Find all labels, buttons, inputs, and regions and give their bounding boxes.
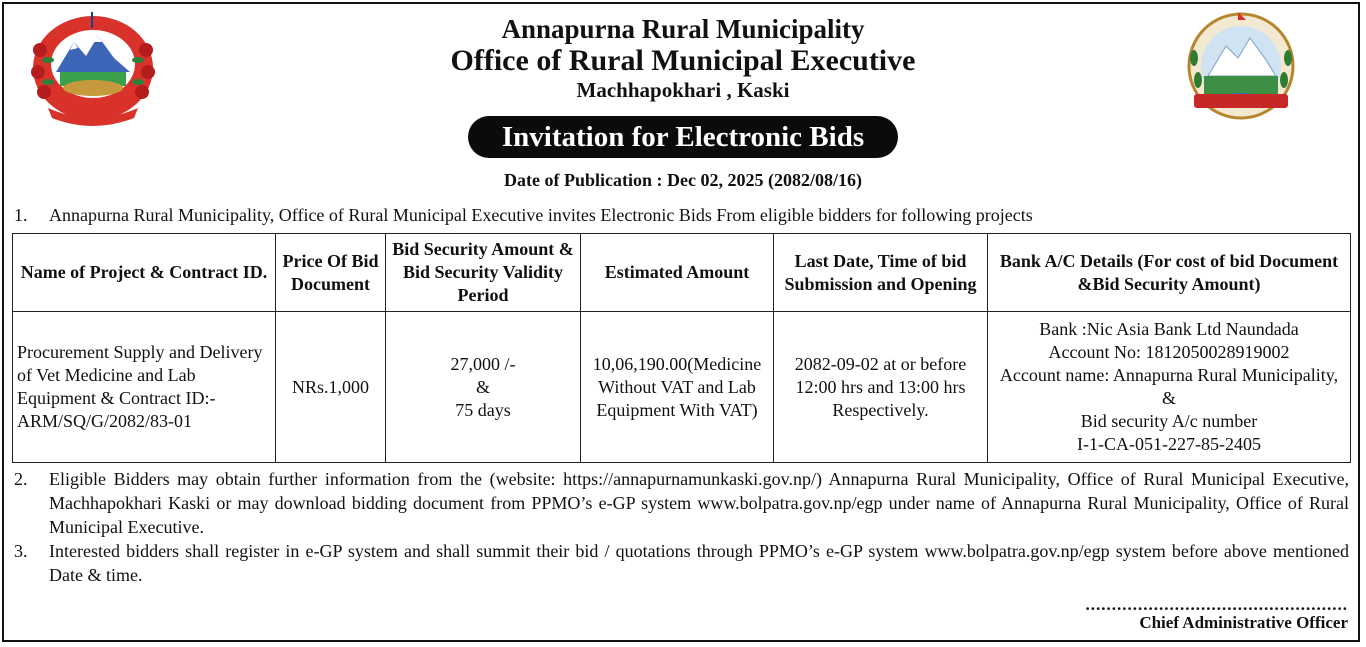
account-name: Account name: Annapurna Rural Municipality, & bbox=[999, 365, 1339, 408]
publication-date: Date of Publication : Dec 02, 2025 (2082/08/16) bbox=[504, 170, 862, 190]
clause-number: 1. bbox=[14, 205, 28, 225]
signature-line: .................................................. bbox=[1085, 595, 1348, 614]
column-header: Price Of Bid Document bbox=[276, 234, 386, 312]
last-date-cell: 2082-09-02 at or before 12:00 hrs and 13:00 hrs Respectively. bbox=[774, 312, 988, 463]
clause-number: 2. bbox=[14, 469, 28, 489]
office-name: Office of Rural Municipal Executive bbox=[450, 44, 916, 77]
column-header: Bank A/C Details (For cost of bid Document &Bid Security Amount) bbox=[988, 234, 1351, 312]
clause-text: Interested bidders shall register in e-GP system and shall summit their bid / quotations through PPMO’s e-GP system www.bolpatra.gov.np/egp system before above mentioned Date & time. bbox=[49, 541, 1349, 585]
projects-table bbox=[12, 233, 1351, 463]
bid-security-ampersand: & bbox=[475, 376, 490, 397]
bid-security-account-label: Bid security A/c number bbox=[1080, 411, 1258, 431]
bid-security-account-number: I-1-CA-051-227-85-2405 bbox=[1077, 434, 1261, 454]
header bbox=[0, 14, 1366, 102]
signature-block bbox=[1086, 597, 1349, 633]
signatory-title: Chief Administrative Officer bbox=[1139, 613, 1348, 632]
table-row bbox=[13, 312, 1351, 463]
clause-number: 3. bbox=[14, 541, 28, 561]
bid-security-cell bbox=[386, 312, 581, 463]
bid-security-validity: 75 days bbox=[455, 399, 511, 420]
bid-document-price-cell: NRs.1,000 bbox=[276, 312, 386, 463]
municipality-name: Annapurna Rural Municipality bbox=[501, 14, 865, 44]
bank-details-cell bbox=[988, 312, 1351, 463]
estimated-amount-cell: 10,06,190.00(Medicine Without VAT and Lab Equipment With VAT) bbox=[581, 312, 774, 463]
account-number: Account No: 1812050028919002 bbox=[1048, 342, 1290, 362]
bid-security-amount: 27,000 /- bbox=[450, 353, 516, 374]
project-name-cell: Procurement Supply and Delivery of Vet Medicine and Lab Equipment & Contract ID:- ARM/SQ/G/2082/83-01 bbox=[13, 312, 276, 463]
table-header-row bbox=[13, 234, 1351, 312]
column-header: Name of Project & Contract ID. bbox=[13, 234, 276, 312]
notice-title-banner: Invitation for Electronic Bids bbox=[468, 116, 898, 158]
office-location: Machhapokhari , Kaski bbox=[576, 78, 790, 102]
column-header: Bid Security Amount & Bid Security Validity Period bbox=[386, 234, 581, 312]
column-header: Last Date, Time of bid Submission and Opening bbox=[774, 234, 988, 312]
clause-text: Eligible Bidders may obtain further information from the (website: https://annapurnamunkaski.gov.np/) Annapurna Rural Municipality, Office of Rural Municipal Executive, Machhapokhari Kaski or may download bidding document from PPMO’s e-GP system www.bolpatra.gov.np/egp under name of Annapurna Rural Municipality, Office of Rural Municipal Executive. bbox=[49, 469, 1349, 537]
column-header: Estimated Amount bbox=[581, 234, 774, 312]
clause-text: Annapurna Rural Municipality, Office of Rural Municipal Executive invites Electronic Bids From eligible bidders for following projects bbox=[49, 205, 1033, 225]
bank-name: Bank :Nic Asia Bank Ltd Naundada bbox=[1039, 319, 1299, 339]
